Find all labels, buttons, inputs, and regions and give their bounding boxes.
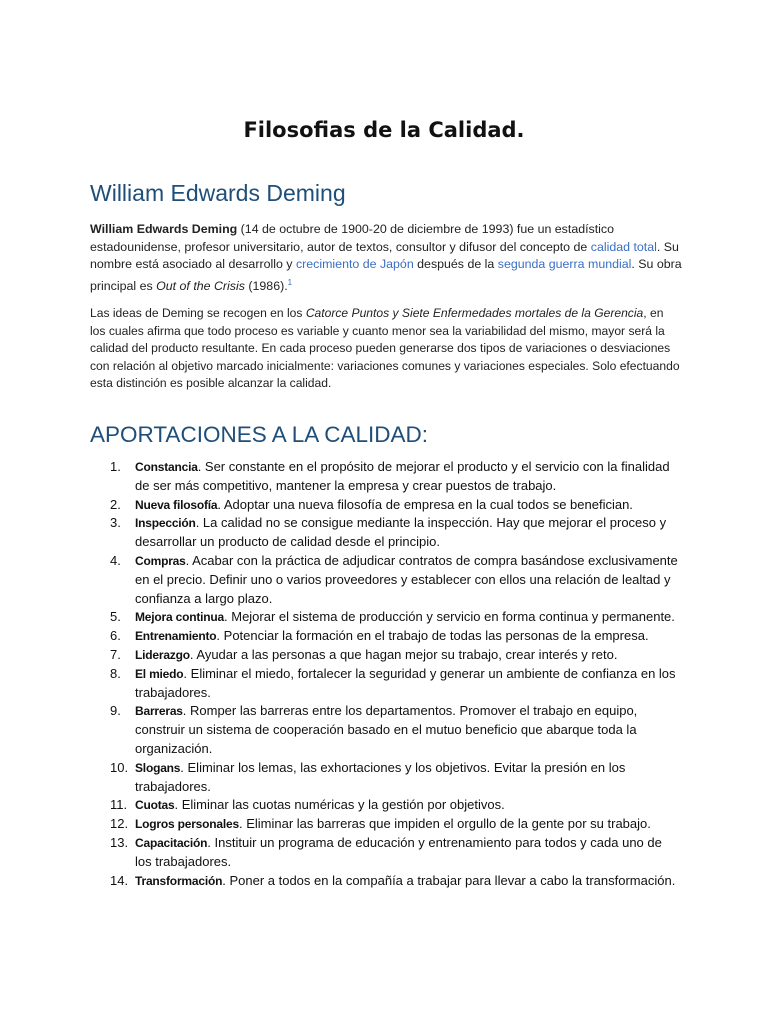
bio-text-2: . Su nombre está asociado al desarrollo y (90, 239, 679, 271)
list-item-number: 14. (110, 872, 129, 888)
list-item-number: 12. (110, 816, 129, 832)
bio-text-1: (14 de octubre de 1900-20 de diciembre de 1993) fue un estadístico estadounidense, profesor universitario, autor de textos, consultor y difusor del concepto de (90, 222, 615, 254)
ideas-text-2: , en los cuales afirma que todo proceso es variable y cuanto menor sea la variabilidad del mismo, mayor será la calidad del producto resultante. En cada proceso pueden generarse dos tipos de variaciones o desviaciones con relación al objetivo marcado inicialmente: variaciones comunes y variaciones especiales. Solo efectuando esta distinción es posible alcanzar la calidad. (90, 306, 680, 390)
list-item (90, 834, 682, 872)
list-item (90, 815, 682, 834)
list-item-number: 1. (110, 459, 121, 474)
list-item-term: Mejora continua (135, 610, 225, 625)
list-item-term: Nueva filosofía (135, 497, 218, 512)
list-item-term: Cuotas (135, 798, 175, 813)
footnote-ref[interactable]: 1 (287, 277, 293, 287)
list-item-text: . Ayudar a las personas a que hagan mejor su trabajo, crear interés y reto. (189, 646, 618, 662)
link-calidad-total[interactable]: calidad total (590, 239, 657, 254)
list-item-text: . Acabar con la práctica de adjudicar contratos de compra basándose exclusivamente en el precio. Definir uno o varios proveedores y establecer con ellos una relación de lealtad y confianza a largo plazo. (135, 552, 678, 606)
heading-deming: William Edwards Deming (90, 180, 346, 206)
list-item-text: . Eliminar las barreras que impiden el orgullo de la gente por su trabajo. (238, 816, 651, 832)
list-item-number: 6. (110, 628, 121, 644)
list-item-number: 10. (110, 759, 129, 775)
paragraph-biography (90, 221, 682, 295)
list-item-text: . Ser constante en el propósito de mejorar el producto y el servicio con la finalidad de ser más competitivo, mantener la empresa y crear puestos de trabajo. (135, 459, 670, 493)
document-title: Filosofias de la Calidad. (243, 118, 525, 142)
list-item-number: 13. (110, 834, 129, 850)
list-item-term: Logros personales (135, 817, 239, 832)
deming-name: William Edwards Deming (90, 222, 238, 236)
list-item (90, 608, 682, 627)
list-item-term: Slogans (135, 760, 181, 775)
list-item (90, 759, 682, 797)
list-item (90, 702, 682, 758)
fourteen-points-list (90, 458, 682, 890)
list-item-number: 3. (110, 515, 121, 531)
list-item-term: Barreras (135, 704, 183, 719)
list-item-text: . Romper las barreras entre los departamentos. Promover el trabajo en equipo, construir un sistema de cooperación basado en el mutuo beneficio que abarque toda la organización. (135, 703, 638, 756)
list-item-number: 11. (110, 797, 128, 813)
list-item-text: . Instituir un programa de educación y entrenamiento para todos y cada uno de los trabajadores. (135, 834, 662, 869)
list-item-text: . Eliminar las cuotas numéricas y la gestión por objetivos. (174, 797, 505, 813)
list-item-number: 2. (110, 496, 121, 512)
list-item (90, 514, 682, 552)
list-item-number: 5. (110, 609, 121, 625)
list-item-text: . Adoptar una nueva filosofía de empresa en la cual todos se benefician. (217, 496, 633, 512)
list-item (90, 552, 682, 608)
list-item-term: Transformación (135, 873, 223, 888)
bio-text-4: . Su obra principal es (90, 257, 682, 293)
ideas-italic: Catorce Puntos y Siete Enfermedades mortales de la Gerencia (305, 306, 644, 320)
list-item-number: 8. (110, 665, 121, 681)
list-item-text: . Mejorar el sistema de producción y servicio en forma continua y permanente. (224, 609, 675, 625)
list-item-number: 7. (110, 646, 121, 662)
list-item (90, 872, 682, 891)
list-item (90, 627, 682, 646)
paragraph-ideas (90, 305, 682, 393)
bio-text-3: después de la (413, 257, 498, 271)
link-crecimiento-japon[interactable]: crecimiento de Japón (295, 257, 414, 271)
link-segunda-guerra[interactable]: segunda guerra mundial (497, 257, 632, 271)
book-title: Out of the Crisis (156, 278, 245, 293)
ideas-text-1: Las ideas de Deming se recogen en los (90, 306, 306, 320)
list-item-term: Capacitación (135, 835, 208, 850)
list-item (90, 665, 682, 703)
list-item (90, 646, 682, 665)
list-item-term: Entrenamiento (135, 629, 217, 644)
list-item-term: Liderazgo (135, 647, 190, 662)
list-item-text: . Eliminar los lemas, las exhortaciones y los objetivos. Evitar la presión en los trabajadores. (135, 759, 626, 794)
list-item (90, 458, 682, 496)
heading-aportaciones: APORTACIONES A LA CALIDAD: (90, 422, 429, 447)
list-item-number: 4. (110, 552, 121, 568)
list-item-text: . Poner a todos en la compañía a trabajar para llevar a cabo la transformación. (222, 872, 676, 888)
list-item-text: . Eliminar el miedo, fortalecer la seguridad y generar un ambiente de confianza en los trabajadores. (135, 665, 676, 700)
list-item-text: . Potenciar la formación en el trabajo de todas las personas de la empresa. (216, 628, 649, 644)
bio-text-5: (1986). (244, 278, 288, 293)
list-item-text: . La calidad no se consigue mediante la inspección. Hay que mejorar el proceso y desarrollar un producto de calidad desde el principio. (135, 515, 667, 550)
list-item-term: Inspección (135, 516, 196, 531)
list-item (90, 796, 682, 815)
list-item (90, 496, 682, 515)
list-item-term: El miedo (135, 666, 184, 681)
list-item-number: 9. (110, 703, 121, 719)
list-item-term: Compras (135, 553, 186, 568)
list-item-term: Constancia (135, 460, 198, 474)
